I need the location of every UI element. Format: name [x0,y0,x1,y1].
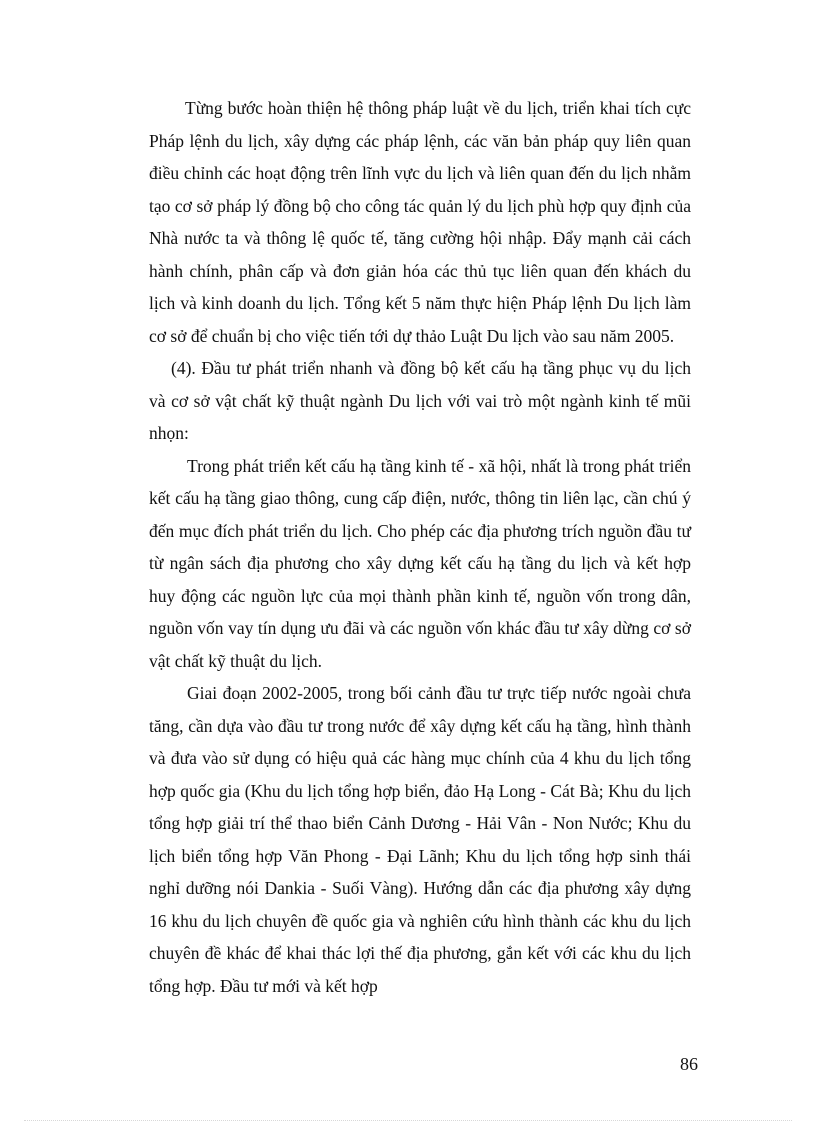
footer-divider [24,1120,792,1121]
paragraph-investment-heading: (4). Đầu tư phát triển nhanh và đồng bộ kết cấu hạ tầng phục vụ du lịch và cơ sở vật chất kỹ thuật ngành Du lịch với vai trò một ngành kinh tế mũi nhọn: [149,358,691,443]
paragraph-infrastructure: Trong phát triển kết cấu hạ tầng kinh tế - xã hội, nhất là trong phát triển kết cấu hạ tầng giao thông, cung cấp điện, nước, thông tin liên lạc, cần chú ý đến mục đích phát triển du lịch. Cho phép các địa phương trích nguồn đầu tư từ ngân sách địa phương cho xây dựng kết cấu hạ tầng du lịch và kết hợp huy động các nguồn lực của mọi thành phần kinh tế, nguồn vốn trong dân, nguồn vốn vay tín dụng ưu đãi và các nguồn vốn khác đầu tư xây dừng cơ sở vật chất kỹ thuật du lịch. [149,455,691,671]
page-number: 86 [680,1054,698,1074]
paragraph-period-2002-2005: Giai đoạn 2002-2005, trong bối cảnh đầu tư trực tiếp nước ngoài chưa tăng, cần dựa vào đầu tư trong nước để xây dựng kết cấu hạ tầng, hình thành và đưa vào sử dụng có hiệu quả các hàng mục chính của 4 khu du lịch tổng hợp quốc gia (Khu du lịch tổng hợp biển, đảo Hạ Long - Cát Bà; Khu du lịch tổng hợp giải trí thể thao biển Cảnh Dương - Hải Vân - Non Nước; Khu du lịch biển tổng hợp Văn Phong - Đại Lãnh; Khu du lịch tổng hợp sinh thái nghỉ dưỡng nói Dankia - Suối Vàng). Hướng dẫn các địa phương xây dựng 16 khu du lịch chuyên đề quốc gia và nghiên cứu hình thành các khu du lịch chuyên đề khác để khai thác lợi thế địa phương, gắn kết với các khu du lịch tổng hợp. Đầu tư mới và kết hợp [149,683,691,996]
paragraph-legal-framework: Từng bước hoàn thiện hệ thông pháp luật về du lịch, triển khai tích cực Pháp lệnh du lịch, xây dựng các pháp lệnh, các văn bản pháp quy liên quan điều chỉnh các hoạt động trên lĩnh vực du lịch và liên quan đến du lịch nhằm tạo cơ sở pháp lý đồng bộ cho công tác quản lý du lịch phù hợp quy định của Nhà nước ta và thông lệ quốc tế, tăng cường hội nhập. Đẩy mạnh cải cách hành chính, phân cấp và đơn giản hóa các thủ tục liên quan đến khách du lịch và kinh doanh du lịch. Tổng kết 5 năm thực hiện Pháp lệnh Du lịch làm cơ sở để chuẩn bị cho việc tiến tới dự thảo Luật Du lịch vào sau năm 2005. [149,98,691,346]
body-text [149,92,691,1002]
